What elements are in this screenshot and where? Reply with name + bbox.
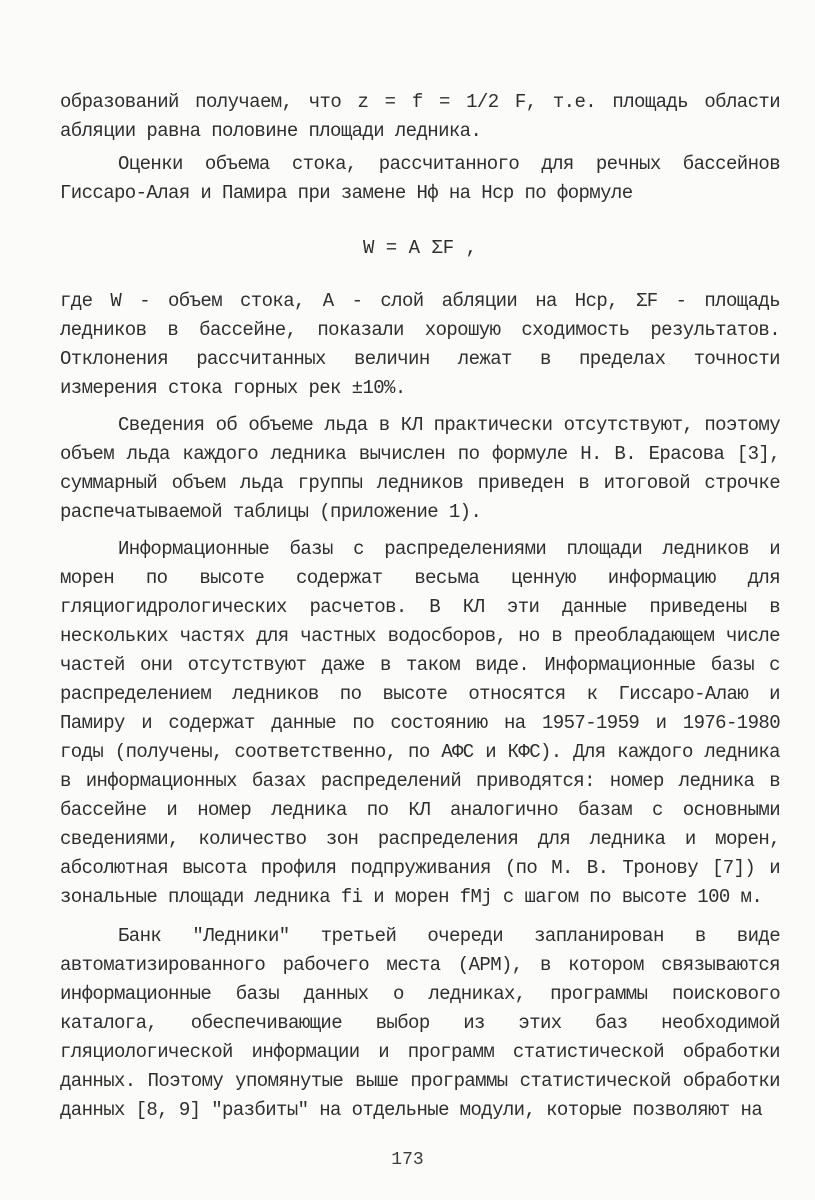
paragraph-5: Информационные базы с распределениями площади ледников и морен по высоте содержат весьма ценную информацию для гляциогидрологических расчетов. В КЛ эти данные приведены в нескольких частях для частных водосборов, но в преобладающем числе частей они отсутствуют даже в таком виде. Информационные базы с распределением ледников по высоте относятся к Гиссаро-Алаю и Памиру и содержат данные по состоянию на 1957-1959 и 1976-1980 годы (получены, соответственно, по АФС и КФС). Для каждого ледника в информационных базах распределений приводятся: номер ледника в бассейне и номер ледника по КЛ аналогично базам с основными сведениями, количество зон распределения для ледника и морен, абсолютная высота профиля подпруживания (по М. В. Тронову [7]) и зональные площади ледника fi и морен fMj с шагом по высоте 100 м.	[60, 538, 780, 908]
document-body	[60, 88, 780, 1125]
paragraph-6: Банк "Ледники" третьей очереди запланирован в виде автоматизированного рабочего места (АРМ), в котором связываются информационные базы данных о ледниках, программы поискового каталога, обеспечивающие выбор из этих баз необходимой гляциологической информации и программ статистической обработки данных. Поэтому упомянутые выше программы статистической обработки данных [8, 9] "разбиты" на отдельные модули, которые позволяют на	[60, 925, 780, 1121]
formula: W = A ΣF ,	[362, 237, 478, 259]
paragraph-1: образований получаем, что z = f = 1/2 F, т.е. площадь области абляции равна половине площади ледника.	[60, 91, 780, 142]
paragraph-4: Сведения об объеме льда в КЛ практически отсутствуют, поэтому объем льда каждого ледника вычислен по формуле Н. В. Ерасова [3], суммарный объем льда группы ледников приведен в итоговой строчке распечатываемой таблицы (приложение 1).	[60, 414, 780, 523]
paragraph-3: где W - объем стока, А - слой абляции на Hср, ΣF - площадь ледников в бассейне, показали хорошую сходимость результатов. Отклонения рассчитанных величин лежат в пределах точности измерения стока горных рек ±10%.	[60, 290, 780, 399]
page-number: 173	[391, 1150, 424, 1170]
paragraph-2: Оценки объема стока, рассчитанного для речных бассейнов Гиссаро-Алая и Памира при замене Hф на Hср по формуле	[60, 153, 780, 204]
